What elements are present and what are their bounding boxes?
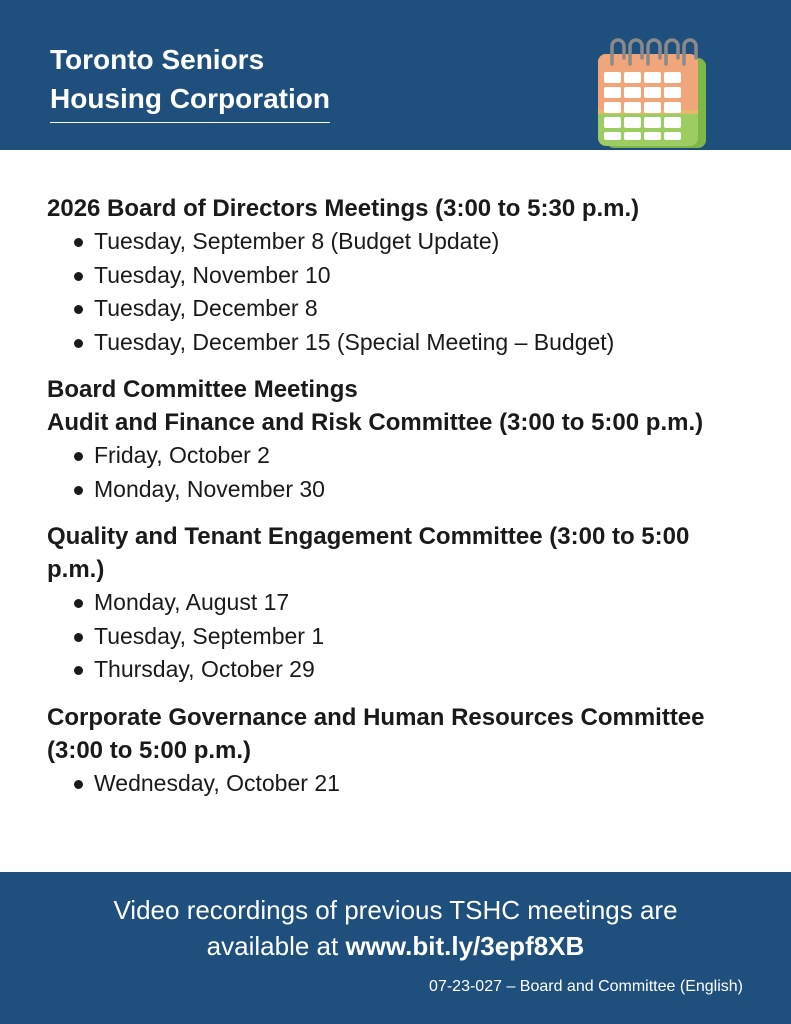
date-list: [47, 586, 747, 687]
header-banner: [0, 0, 791, 150]
document-code: 07-23-027 – Board and Committee (English): [429, 978, 743, 995]
section-title-line-2: p.m.): [47, 556, 105, 583]
organization-name-line-1: Toronto Seniors: [50, 44, 265, 75]
notice-prefix: available at: [206, 931, 346, 961]
section-title-line-2: (3:00 to 5:00 p.m.): [47, 736, 252, 764]
list-item: Tuesday, December 15 (Special Meeting – Budget): [74, 326, 747, 360]
board-meetings-section: [47, 192, 747, 359]
footer-banner: [0, 872, 791, 1024]
recordings-url: www.bit.ly/3epf8XB: [345, 931, 585, 961]
section-title: 2026 Board of Directors Meetings (3:00 to 5:30 p.m.): [47, 195, 640, 222]
section-title-line-1: Corporate Governance and Human Resources Committee: [47, 703, 705, 731]
list-item: Friday, October 2: [74, 439, 747, 473]
notice-line-1: Video recordings of previous TSHC meetings are: [113, 895, 678, 925]
organization-name-line-2: Housing Corporation: [50, 83, 330, 114]
section-title: [47, 520, 747, 586]
section-title: [47, 701, 747, 767]
date-list: [47, 225, 747, 359]
list-item: Monday, November 30: [74, 473, 747, 507]
video-recordings-notice: [0, 892, 791, 964]
section-title-line-1: Board Committee Meetings: [47, 376, 358, 403]
governance-hr-section: [47, 701, 747, 801]
date-list: [47, 439, 747, 506]
list-item: Tuesday, September 1: [74, 620, 747, 654]
quality-tenant-engagement-section: [47, 520, 747, 687]
notice-line-2: [0, 928, 791, 964]
calendar-icon: [592, 36, 712, 154]
audit-finance-risk-section: [47, 373, 747, 506]
section-title-line-2: Audit and Finance and Risk Committee (3:00 to 5:00 p.m.): [47, 409, 704, 436]
list-item: Monday, August 17: [74, 586, 747, 620]
meeting-schedule: [47, 192, 747, 814]
section-title-line-1: Quality and Tenant Engagement Committee (3:00 to 5:00: [47, 523, 690, 550]
list-item: Tuesday, November 10: [74, 259, 747, 293]
list-item: Thursday, October 29: [74, 653, 747, 687]
section-title: [47, 373, 747, 439]
list-item: Tuesday, December 8: [74, 292, 747, 326]
organization-name: [50, 40, 330, 123]
date-list: [47, 767, 747, 801]
list-item: Wednesday, October 21: [74, 767, 747, 801]
list-item: Tuesday, September 8 (Budget Update): [74, 225, 747, 259]
